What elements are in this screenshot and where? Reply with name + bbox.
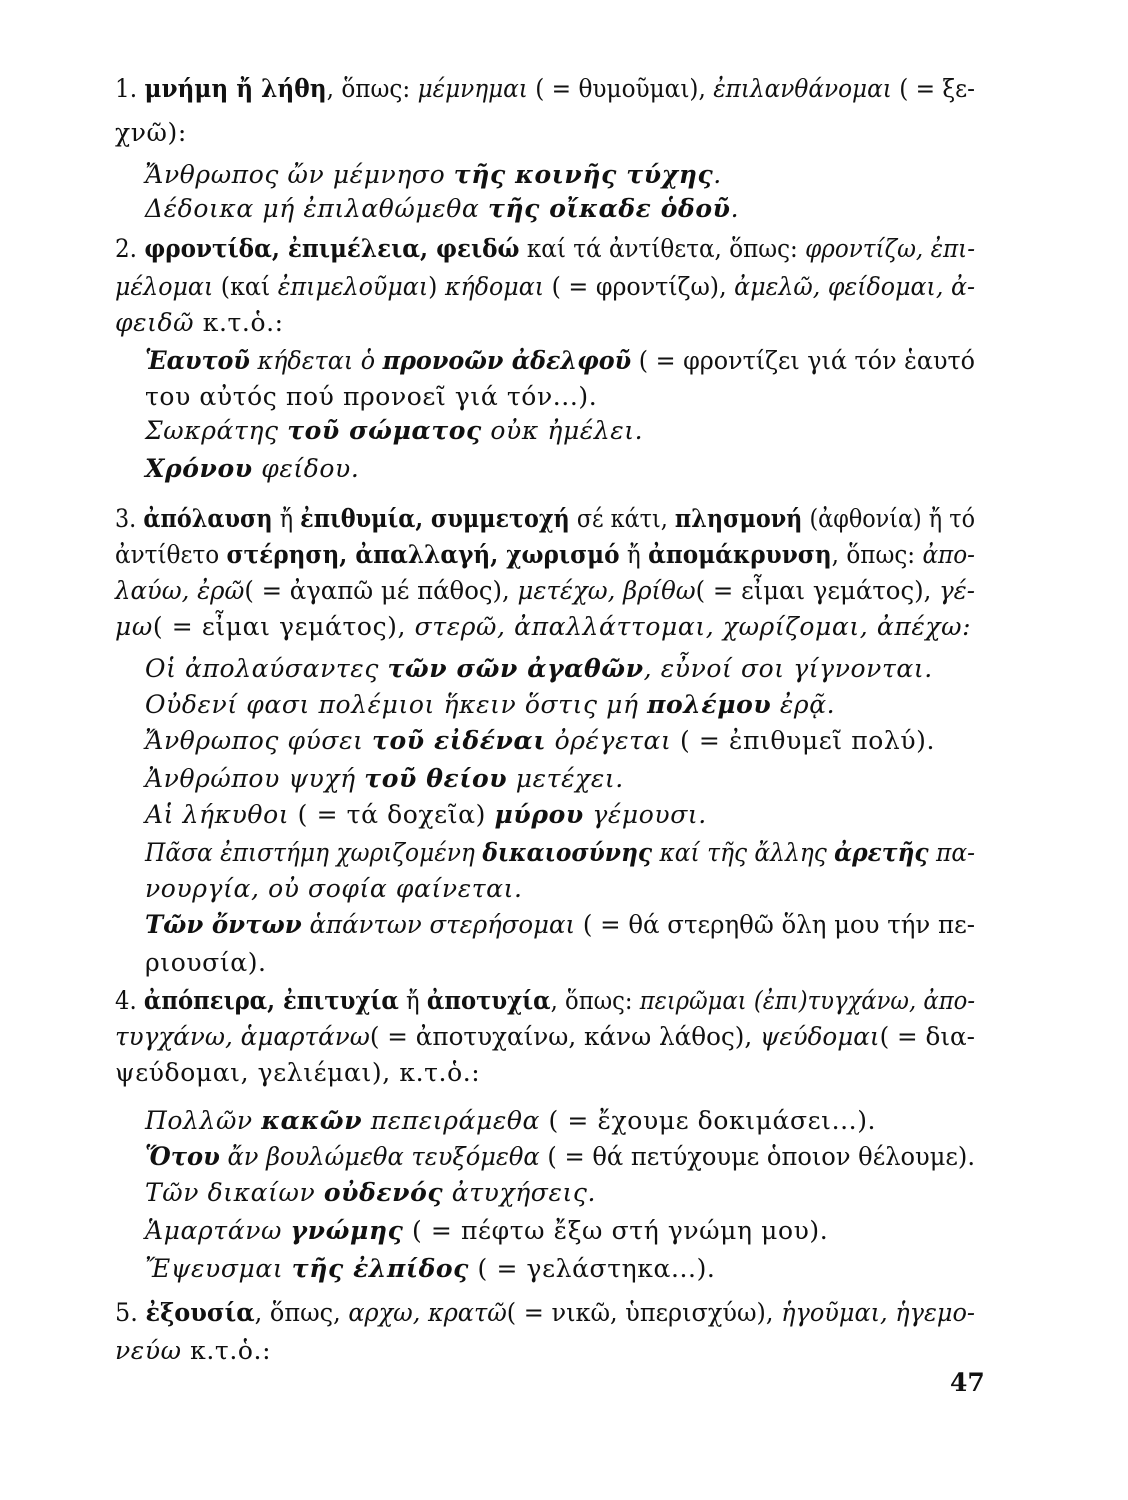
text-line	[115, 72, 975, 106]
text-segment: κ.τ.ὁ.:	[194, 308, 284, 337]
text-line	[145, 1252, 715, 1286]
text-segment: μύρου	[494, 800, 584, 829]
text-segment: ἀπομάκρυνση	[648, 540, 832, 569]
text-segment: Ἄνθρωπος φύσει	[145, 726, 373, 755]
text-segment: ἡγοῦμαι, ἡγεμο-	[781, 1298, 975, 1327]
text-segment: τυγχάνω, ἁμαρτάνω	[115, 1022, 370, 1051]
text-segment: Ἀνθρώπου ψυχή	[145, 764, 365, 793]
text-segment: ἀπο-	[922, 540, 975, 569]
text-segment: Αἱ λήκυθοι	[145, 800, 290, 829]
text-segment: τῶν σῶν ἀγαθῶν	[387, 654, 644, 683]
text-segment: Ἁμαρτάνω	[145, 1216, 291, 1245]
text-segment: ἀρετῆς	[834, 838, 929, 867]
text-segment: Ἔψευσμαι	[145, 1254, 292, 1283]
text-segment: Σωκράτης	[145, 416, 288, 445]
text-line	[145, 724, 935, 758]
text-segment: Τῶν ὄντων	[145, 910, 302, 939]
text-segment: ἐξουσία	[145, 1298, 255, 1327]
text-segment: ἀπόπειρα, ἐπιτυχία	[143, 986, 399, 1015]
text-segment: , ὅπως:	[831, 540, 923, 569]
text-segment: ἀμελῶ, φείδομαι, ἀ-	[734, 272, 975, 301]
text-segment: ( = ἔχουμε δοκιμάσει...).	[539, 1106, 877, 1135]
text-line	[145, 1104, 876, 1138]
text-line	[145, 1176, 596, 1210]
text-segment: μνήμη ἤ λήθη	[144, 74, 327, 103]
text-segment: ( = πέφτω ἔξω στή γνώμη μου).	[403, 1216, 829, 1245]
text-line	[115, 232, 975, 266]
text-line	[115, 1296, 975, 1330]
text-line	[145, 652, 933, 686]
text-segment: ( = θά στερηθῶ ὅλη μου τήν πε-	[575, 910, 975, 939]
text-segment: Οἱ ἀπολαύσαντες	[145, 654, 388, 683]
text-segment: Δέδοικα μή ἐπιλαθώμεθα	[145, 194, 488, 223]
text-segment: , ὅπως:	[326, 74, 418, 103]
text-segment: ( = φροντίζει γιά τόν ἑαυτό	[631, 346, 975, 375]
text-line	[145, 192, 739, 226]
text-line	[145, 908, 975, 942]
text-line	[115, 1056, 480, 1090]
text-segment: Ἄνθρωπος ὤν μέμνησο	[145, 160, 454, 189]
text-line	[145, 872, 523, 906]
text-segment: ἐρᾷ.	[771, 690, 836, 719]
text-segment: καί τῆς ἄλλης	[652, 838, 835, 867]
text-segment: , εὖνοί σοι γίγνονται.	[643, 654, 933, 683]
text-segment: φροντίδα, ἐπιμέλεια, φειδώ	[144, 234, 520, 263]
text-segment: 2.	[115, 234, 145, 263]
text-segment: γνώμης	[290, 1216, 404, 1245]
text-segment: φείδου.	[252, 454, 360, 483]
text-segment: .	[730, 194, 740, 223]
text-line	[145, 798, 707, 832]
text-segment: ἐπιμελοῦμαι	[277, 272, 429, 301]
text-segment: πλησμονή	[674, 504, 803, 533]
text-segment: μετέχω, βρίθω	[517, 576, 696, 605]
text-line	[115, 574, 975, 608]
text-segment: ( = γελάστηκα...).	[469, 1254, 716, 1283]
text-segment: ( = ἐπιθυμεῖ πολύ).	[671, 726, 936, 755]
text-segment: τῆς κοινῆς τύχης	[453, 160, 714, 189]
text-segment: ἁπάντων στερήσομαι	[301, 910, 576, 939]
text-segment: δικαιοσύνης	[482, 838, 653, 867]
text-line	[115, 502, 975, 536]
text-line	[115, 984, 975, 1018]
text-line	[145, 688, 835, 722]
text-segment: 4.	[115, 986, 144, 1015]
text-segment: ἤ	[398, 986, 427, 1015]
text-segment: 5.	[115, 1298, 146, 1327]
text-line	[145, 836, 975, 870]
text-segment: τοῦ εἰδέναι	[372, 726, 547, 755]
text-segment: τῆς οἴκαδε ὁδοῦ	[487, 194, 731, 223]
text-segment: Πᾶσα ἐπιστήμη χωριζομένη	[145, 838, 483, 867]
text-segment: ( = ἀποτυχαίνω, κάνω λάθος),	[369, 1022, 761, 1051]
text-segment: ( = εἶμαι γεμάτος),	[695, 576, 940, 605]
text-segment: ριουσία).	[145, 948, 267, 977]
text-segment: οὐκ ἠμέλει.	[481, 416, 644, 445]
text-segment: αρχω, κρατῶ	[348, 1298, 507, 1327]
text-segment: τοῦ θείου	[364, 764, 508, 793]
text-segment: ἄν βουλώμεθα τευξόμεθα	[219, 1142, 540, 1171]
page-number: 47	[950, 1368, 985, 1397]
text-segment: ἐπιλανθάνομαι	[713, 74, 892, 103]
text-segment: κήδομαι	[444, 272, 545, 301]
text-segment: μέλομαι	[115, 272, 214, 301]
text-line	[145, 452, 359, 486]
text-line	[115, 1020, 975, 1054]
text-segment: σέ κάτι,	[569, 504, 675, 533]
text-segment: κ.τ.ὁ.:	[181, 1336, 272, 1365]
text-line	[145, 380, 597, 414]
text-segment: ἀπόλαυση	[143, 504, 273, 533]
text-segment: Τῶν δικαίων	[145, 1178, 324, 1207]
text-segment: πειρῶμαι (ἐπι)τυγχάνω, ἀπο-	[639, 986, 975, 1015]
text-segment: ( = νικῶ, ὑπερισχύω),	[506, 1298, 782, 1327]
text-segment: οὐδενός	[323, 1178, 444, 1207]
text-segment: πα-	[928, 838, 975, 867]
text-segment: φειδῶ	[115, 308, 195, 337]
text-segment: γέ-	[939, 576, 975, 605]
text-segment: φροντίζω, ἐπι-	[805, 234, 975, 263]
text-line	[115, 1334, 271, 1368]
text-line	[145, 344, 975, 378]
text-segment: 1.	[115, 74, 145, 103]
text-segment: τῆς ἐλπίδος	[291, 1254, 469, 1283]
text-line	[115, 306, 284, 340]
text-segment: (ἀφθονία) ἤ τό	[802, 504, 975, 533]
text-segment: , ὅπως:	[550, 986, 640, 1015]
text-segment: ψεύδομαι	[760, 1022, 880, 1051]
text-segment: ἐπιθυμία, συμμετοχή	[300, 504, 570, 533]
text-segment: κήδεται ὁ	[249, 346, 383, 375]
text-segment: (καί	[213, 272, 278, 301]
text-line	[145, 762, 624, 796]
text-segment: ( = εἶμαι γεμάτος),	[152, 612, 415, 641]
text-segment: χνῶ):	[115, 118, 187, 147]
text-segment: του αὐτός πού προνοεῖ γιά τόν...).	[145, 382, 598, 411]
text-segment: πεπειράμεθα	[362, 1106, 540, 1135]
text-segment: προνοῶν ἀδελφοῦ	[382, 346, 632, 375]
text-segment: .	[713, 160, 722, 189]
text-line	[145, 1214, 828, 1248]
text-segment: γέμουσι.	[583, 800, 707, 829]
text-segment: μω	[115, 612, 153, 641]
text-segment: ἀτυχήσεις.	[443, 1178, 597, 1207]
text-segment: Οὐδενί φασι πολέμιοι ἥκειν ὅστις μή	[145, 690, 648, 719]
text-segment: καί τά ἀντίθετα, ὅπως:	[519, 234, 806, 263]
text-segment: ἀποτυχία	[426, 986, 551, 1015]
text-segment: ( = ξε-	[891, 74, 975, 103]
text-segment: κακῶν	[261, 1106, 363, 1135]
text-segment: νουργία, οὐ σοφία φαίνεται.	[145, 874, 523, 903]
text-line	[115, 610, 971, 644]
text-segment: Πολλῶν	[145, 1106, 262, 1135]
text-segment: πολέμου	[647, 690, 772, 719]
text-segment: ψεύδομαι, γελιέμαι), κ.τ.ὁ.:	[115, 1058, 481, 1087]
text-segment: ( = τά δοχεῖα)	[289, 800, 495, 829]
text-line	[115, 116, 187, 150]
text-segment: Ὅτου	[145, 1142, 220, 1171]
text-segment: ὀρέγεται	[546, 726, 672, 755]
text-segment: ἤ	[272, 504, 301, 533]
text-line	[115, 538, 975, 572]
text-line	[145, 1140, 975, 1174]
text-segment: ( = ἀγαπῶ μέ πάθος),	[244, 576, 518, 605]
text-line	[145, 414, 643, 448]
text-segment: ἀντίθετο	[115, 540, 227, 569]
text-line	[115, 270, 975, 304]
text-segment: ( = θυμοῦμαι),	[527, 74, 714, 103]
text-segment: )	[428, 272, 445, 301]
text-segment: Ἑαυτοῦ	[145, 346, 250, 375]
text-segment: 3.	[115, 504, 144, 533]
text-segment: Χρόνου	[145, 454, 253, 483]
text-segment: στέρηση, ἀπαλλαγή, χωρισμό	[226, 540, 620, 569]
text-segment: μετέχει.	[507, 764, 624, 793]
text-segment: ἤ	[619, 540, 649, 569]
text-segment: μέμνημαι	[417, 74, 528, 103]
text-segment: , ὅπως,	[254, 1298, 349, 1327]
text-segment: νεύω	[115, 1336, 182, 1365]
text-segment: ( = δια-	[879, 1022, 975, 1051]
text-segment: στερῶ, ἀπαλλάττομαι, χωρίζομαι, ἀπέχω:	[414, 612, 972, 641]
text-segment: ( = φροντίζω),	[544, 272, 735, 301]
text-line	[145, 946, 267, 980]
text-segment: ( = θά πετύχουμε ὁποιον θέλουμε).	[539, 1142, 975, 1171]
text-segment: τοῦ σώματος	[287, 416, 482, 445]
text-line	[145, 158, 722, 192]
text-segment: λαύω, ἐρῶ	[115, 576, 245, 605]
